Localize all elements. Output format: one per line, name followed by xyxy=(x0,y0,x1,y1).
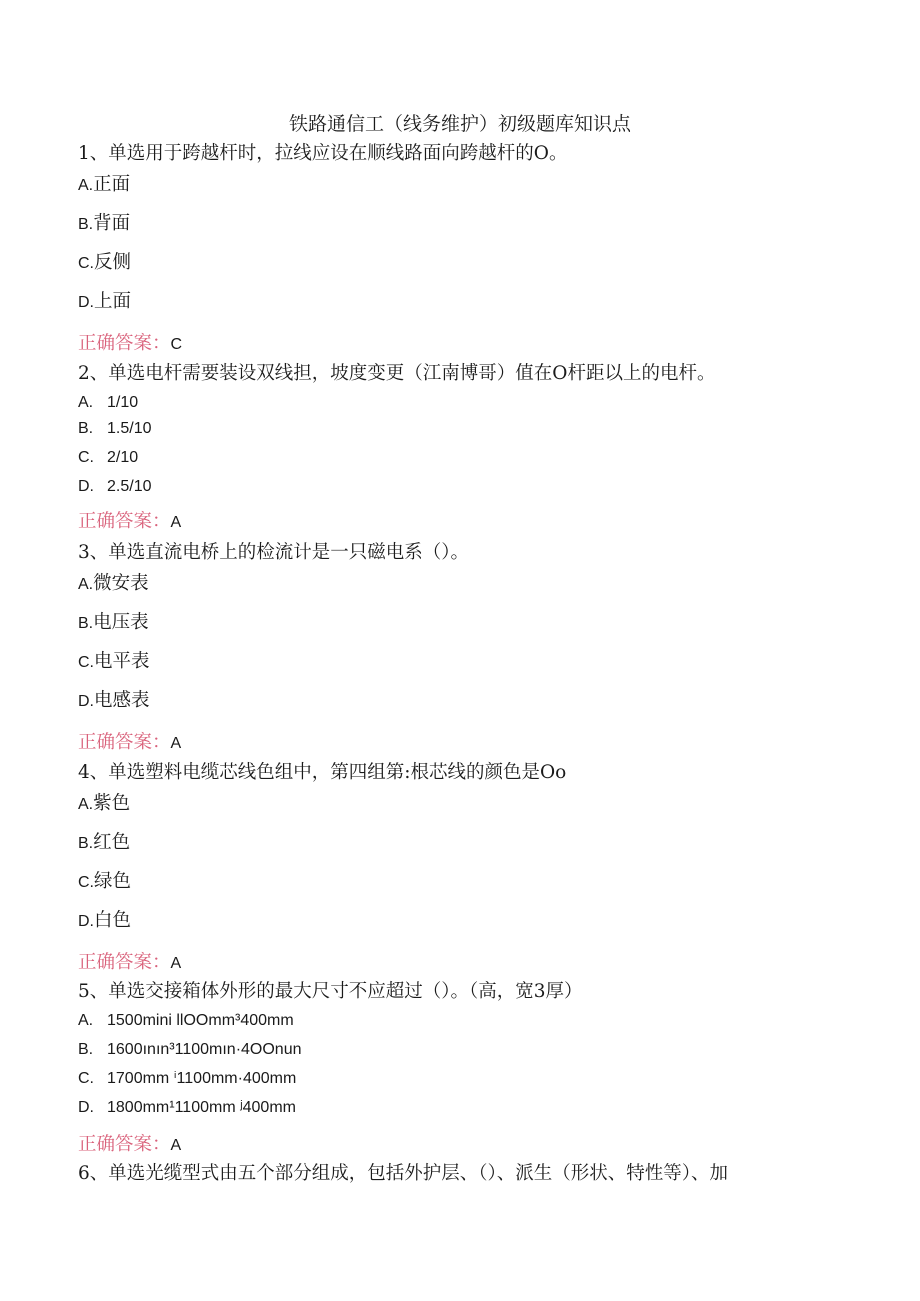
option-item xyxy=(78,173,130,198)
answer-label: 正确答案： xyxy=(78,952,171,973)
option-item xyxy=(78,689,150,714)
option-text: 电平表 xyxy=(94,651,150,672)
option-key: D. xyxy=(78,294,94,311)
option-item xyxy=(78,572,149,597)
answer-label: 正确答案： xyxy=(78,1134,171,1155)
question-stem: 6、单选光缆型式由五个部分组成，包括外护层、（）、派生（形状、特性等）、加 xyxy=(78,1163,729,1184)
option-text: 电压表 xyxy=(93,612,149,633)
option-text: 1800mm¹1100mm ʲ400mm xyxy=(107,1099,296,1116)
answer-value: A xyxy=(170,1137,182,1154)
option-key: B. xyxy=(78,615,94,632)
answer-value: A xyxy=(170,735,182,752)
answer-value: A xyxy=(170,955,182,972)
option-item xyxy=(78,1069,296,1089)
option-text: 白色 xyxy=(94,910,132,931)
option-key: D. xyxy=(78,913,94,930)
option-text: 红色 xyxy=(93,832,131,853)
option-text: 1/10 xyxy=(107,394,139,411)
option-item xyxy=(78,448,138,468)
option-text: 电感表 xyxy=(94,690,150,711)
option-text: 反侧 xyxy=(94,252,132,273)
option-text: 1500mini llOOmm³400mm xyxy=(107,1012,294,1029)
page-title: 铁路通信工（线务维护）初级题库知识点 xyxy=(288,113,631,135)
option-text: 正面 xyxy=(93,174,131,195)
option-text: 1700mm ⁱ1100mm·400mm xyxy=(107,1070,297,1087)
option-key: B. xyxy=(78,216,94,233)
question-stem: 5、单选交接箱体外形的最大尺寸不应超过（）。（高，宽3厚） xyxy=(78,981,583,1002)
option-item xyxy=(78,477,151,497)
option-text: 上面 xyxy=(94,291,132,312)
question-stem: 3、单选直流电桥上的检流计是一只磁电系（）。 xyxy=(78,542,470,563)
option-key: C. xyxy=(78,874,94,891)
option-item xyxy=(78,831,130,856)
option-item xyxy=(78,1098,296,1118)
option-item xyxy=(78,909,131,934)
option-key: B. xyxy=(78,1041,94,1058)
option-item xyxy=(78,792,130,817)
option-text: 微安表 xyxy=(93,573,149,594)
option-item xyxy=(78,251,131,276)
option-key: C. xyxy=(78,654,94,671)
answer-line xyxy=(78,731,181,756)
answer-label: 正确答案： xyxy=(78,732,171,753)
option-key: D. xyxy=(78,693,94,710)
option-item xyxy=(78,650,150,675)
option-key: B. xyxy=(78,835,94,852)
option-key: C. xyxy=(78,449,94,466)
answer-line xyxy=(78,332,182,357)
option-key: D. xyxy=(78,478,94,495)
option-text: 2/10 xyxy=(107,449,139,466)
option-text: 绿色 xyxy=(94,871,132,892)
question-stem: 2、单选电杆需要装设双线担，坡度变更（江南博哥）值在O杆距以上的电杆。 xyxy=(78,363,716,384)
option-key: A. xyxy=(78,796,94,813)
answer-label: 正确答案： xyxy=(78,511,171,532)
option-key: C. xyxy=(78,255,94,272)
option-item xyxy=(78,870,131,895)
option-key: D. xyxy=(78,1099,94,1116)
answer-value: A xyxy=(170,514,182,531)
question-stem: 1、单选用于跨越杆时，拉线应设在顺线路面向跨越杆的O。 xyxy=(78,143,568,164)
option-item xyxy=(78,1040,302,1060)
option-text: 1600ının³1100mın·4OOnun xyxy=(107,1041,302,1058)
option-text: 2.5/10 xyxy=(107,478,152,495)
answer-label: 正确答案： xyxy=(78,333,171,354)
option-key: A. xyxy=(78,394,94,411)
option-item xyxy=(78,1011,294,1031)
option-key: C. xyxy=(78,1070,94,1087)
option-key: A. xyxy=(78,177,94,194)
option-item xyxy=(78,393,138,413)
answer-line xyxy=(78,951,181,976)
option-item xyxy=(78,212,130,237)
option-text: 背面 xyxy=(93,213,131,234)
option-item xyxy=(78,611,149,636)
option-item xyxy=(78,419,151,439)
option-key: B. xyxy=(78,420,94,437)
option-key: A. xyxy=(78,576,94,593)
option-text: 紫色 xyxy=(93,793,131,814)
question-stem: 4、单选塑料电缆芯线色组中，第四组第:根芯线的颜色是Oo xyxy=(78,762,567,783)
option-item xyxy=(78,290,131,315)
answer-value: C xyxy=(170,336,183,353)
answer-line xyxy=(78,510,181,535)
option-text: 1.5/10 xyxy=(107,420,152,437)
answer-line xyxy=(78,1133,181,1158)
option-key: A. xyxy=(78,1012,94,1029)
